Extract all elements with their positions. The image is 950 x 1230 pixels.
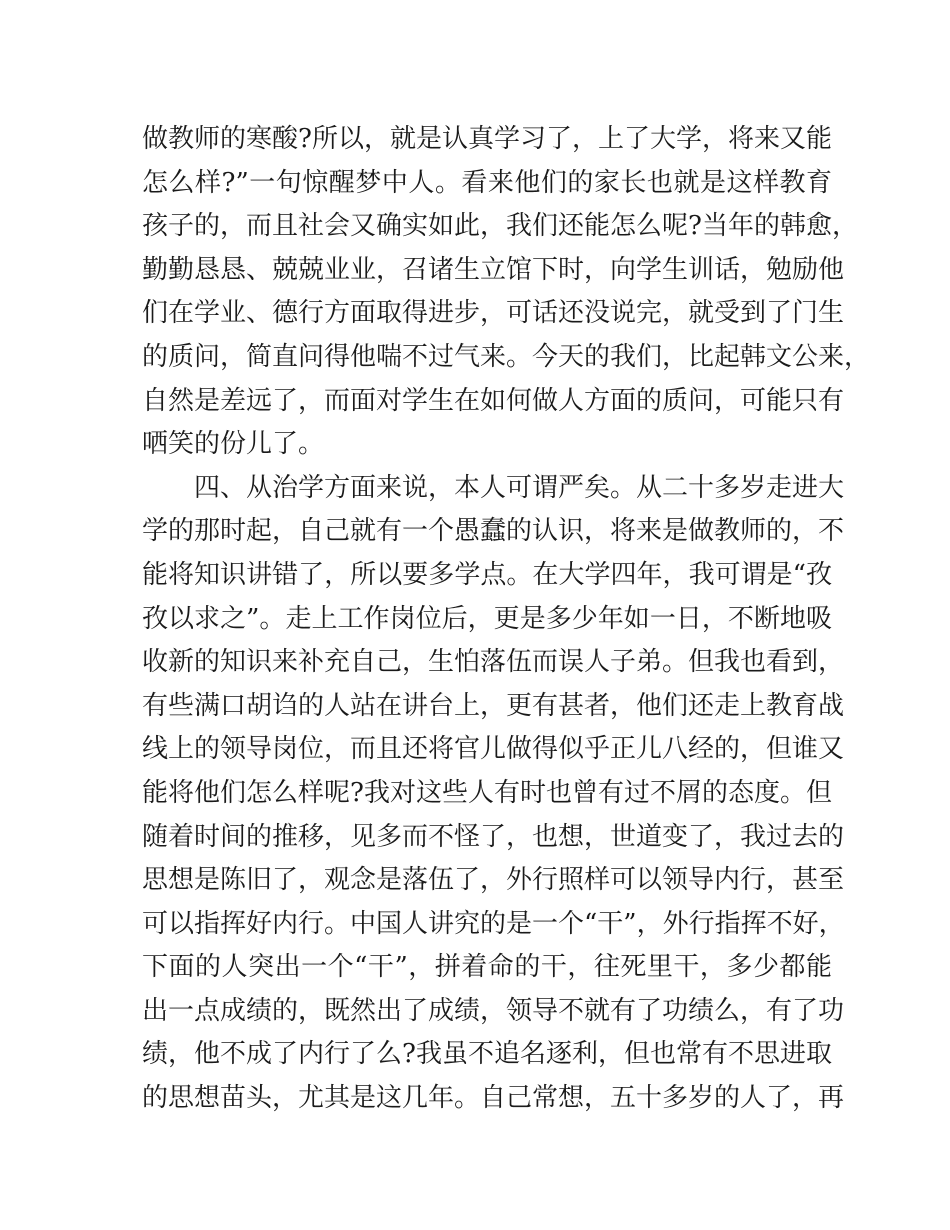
text-line: 可以指挥好内行。中国人讲究的是一个“干”，外行指挥不好， [142, 908, 845, 939]
text-line: 四、从治学方面来说，本人可谓严矣。从二十多岁走进大 [194, 472, 845, 503]
text-line: 随着时间的推移，见多而不怪了，也想，世道变了，我过去的 [142, 821, 845, 852]
paragraph-1 [142, 118, 871, 467]
text-line: 哂笑的份儿了。 [142, 429, 325, 460]
paragraph-2 [142, 467, 845, 1121]
text-line: 孩子的，而且社会又确实如此，我们还能怎么呢?当年的韩愈， [142, 211, 858, 242]
text-line: 能将他们怎么样呢?我对这些人有时也曾有过不屑的态度。但 [142, 777, 832, 808]
document-body [142, 118, 871, 1121]
text-line: 勤勤恳恳、兢兢业业，召诸生立馆下时，向学生训话，勉励他 [142, 254, 845, 285]
text-line: 思想是陈旧了，观念是落伍了，外行照样可以领导内行，甚至 [142, 865, 845, 896]
text-line: 出一点成绩的，既然出了成绩，领导不就有了功绩么，有了功 [142, 995, 845, 1026]
text-line: 孜以求之”。走上工作岗位后，更是多少年如一日，不断地吸 [142, 603, 832, 634]
text-line: 有些满口胡诌的人站在讲台上，更有甚者，他们还走上教育战 [142, 690, 845, 721]
text-line: 们在学业、德行方面取得进步，可话还没说完，就受到了门生 [142, 298, 845, 329]
text-line: 线上的领导岗位，而且还将官儿做得似乎正儿八经的，但谁又 [142, 734, 845, 765]
text-line: 绩，他不成了内行了么?我虽不追名逐利，但也常有不思进取 [142, 1039, 832, 1070]
text-line: 的思想苗头，尤其是这几年。自己常想，五十多岁的人了，再 [142, 1083, 845, 1114]
text-line: 收新的知识来补充自己，生怕落伍而误人子弟。但我也看到， [142, 647, 845, 678]
text-line: 做教师的寒酸?所以，就是认真学习了，上了大学，将来又能 [142, 124, 832, 154]
text-line: 能将知识讲错了，所以要多学点。在大学四年，我可谓是“孜 [142, 559, 832, 590]
text-line: 怎么样?”一句惊醒梦中人。看来他们的家长也就是这样教育 [142, 167, 832, 198]
text-line: 学的那时起，自己就有一个愚蠢的认识，将来是做教师的，不 [142, 516, 845, 547]
text-line: 的质问，简直问得他喘不过气来。今天的我们，比起韩文公来， [142, 341, 871, 372]
text-line: 自然是差远了，而面对学生在如何做人方面的质问，可能只有 [142, 385, 845, 416]
text-line: 下面的人突出一个“干”，拼着命的干，往死里干，多少都能 [142, 952, 832, 983]
